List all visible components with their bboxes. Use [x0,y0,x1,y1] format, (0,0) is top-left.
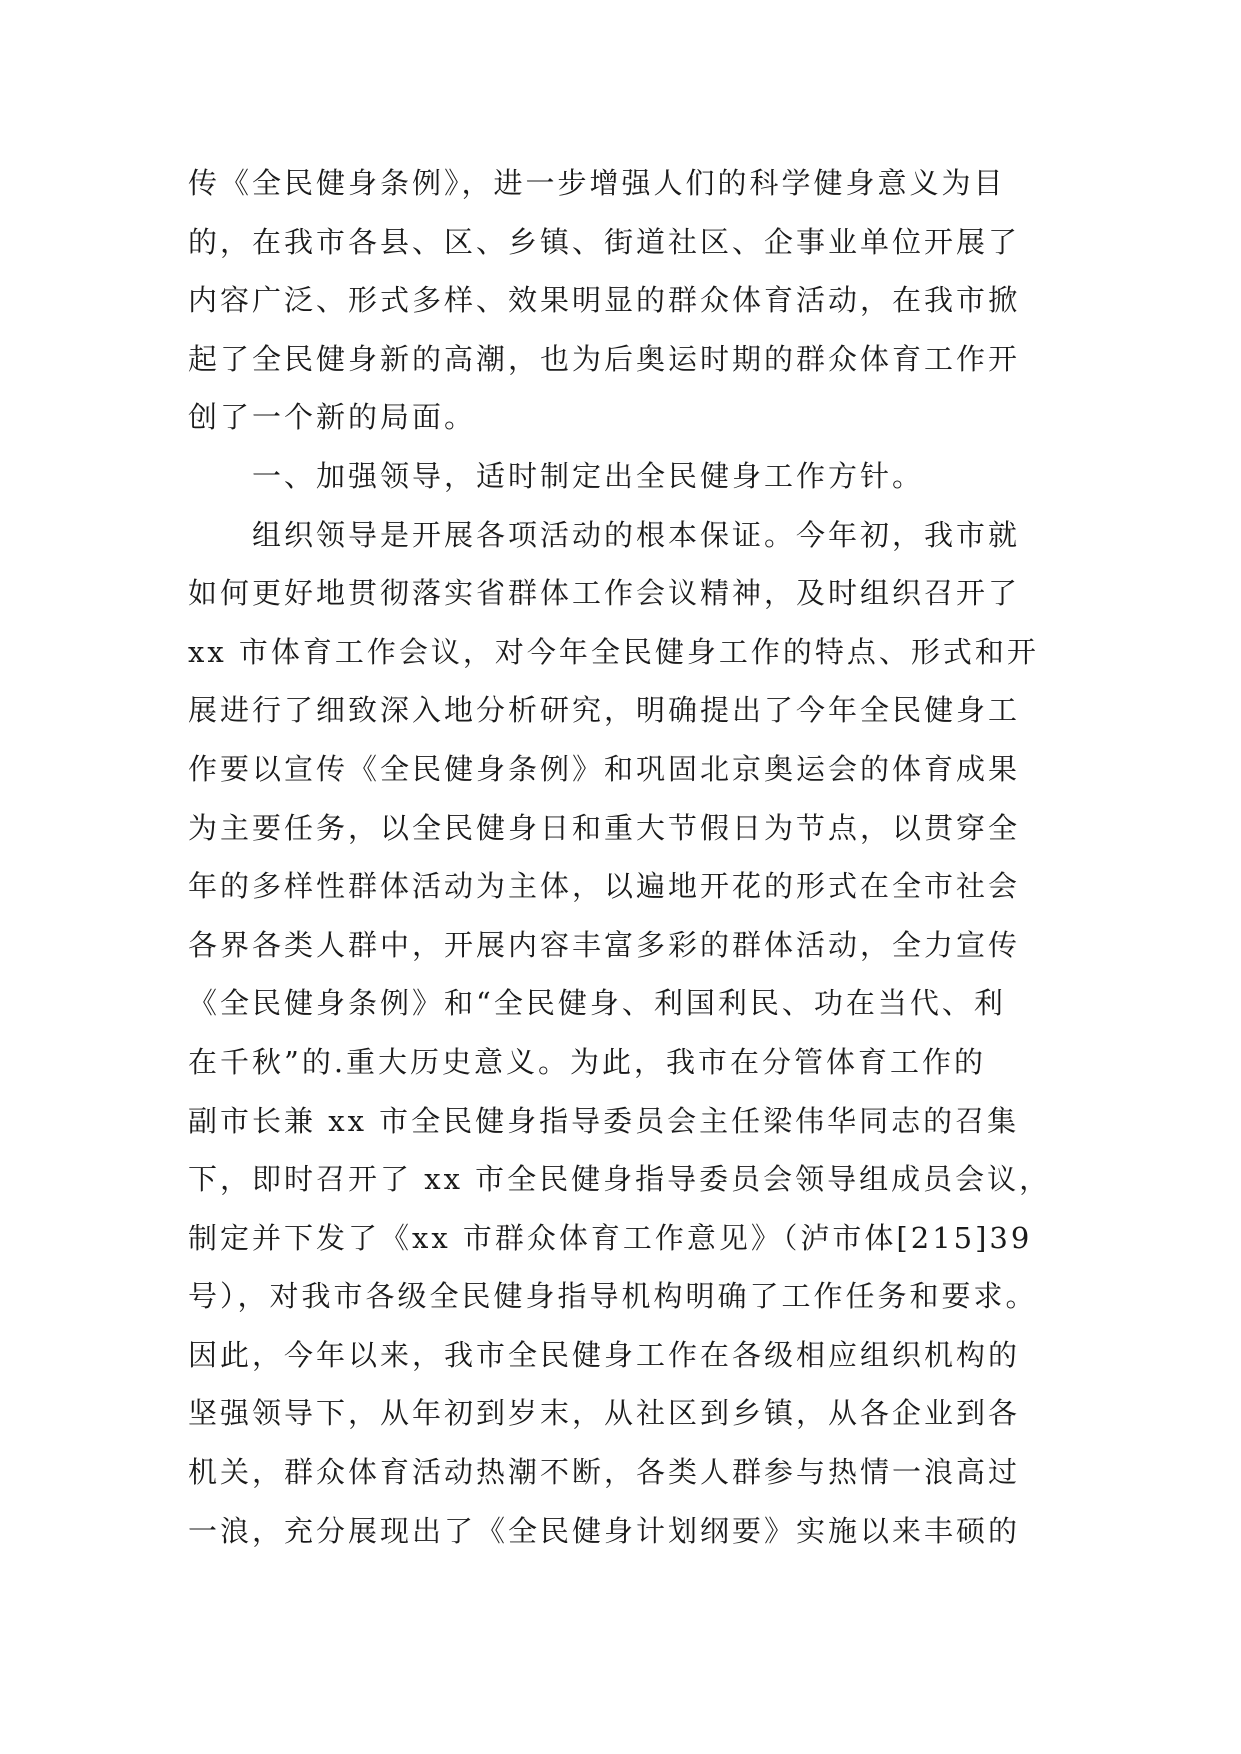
text-line: 一浪，充分展现出了《全民健身计划纲要》实施以来丰硕的 [188,1513,1021,1548]
text-line: 机关，群众体育活动热潮不断，各类人群参与热情一浪高过 [188,1455,1021,1490]
text-line: 展进行了细致深入地分析研究，明确提出了今年全民健身工 [188,693,1021,728]
text-line: 内容广泛、形式多样、效果明显的群众体育活动，在我市掀 [188,283,1021,318]
text-line: 制定并下发了《xx 市群众体育工作意见》（泸市体[215]39 [188,1220,1033,1255]
text-line: 因此，今年以来，我市全民健身工作在各级相应组织机构的 [188,1337,1021,1372]
text-line: 一、加强领导，适时制定出全民健身工作方针。 [252,458,925,493]
text-line: 组织领导是开展各项活动的根本保证。今年初，我市就 [252,517,1021,552]
text-line: 传《全民健身条例》，进一步增强人们的科学健身意义为目 [188,166,1006,200]
text-line: 起了全民健身新的高潮，也为后奥运时期的群众体育工作开 [188,341,1021,376]
body-text [188,154,1068,1560]
text-line: 副市长兼 xx 市全民健身指导委员会主任梁伟华同志的召集 [188,1103,1020,1138]
text-line: 如何更好地贯彻落实省群体工作会议精神，及时组织召开了 [188,576,1021,611]
text-line: 下，即时召开了 xx 市全民健身指导委员会领导组成员会议， [188,1162,1052,1197]
text-line: 《全民健身条例》和“全民健身、利国利民、功在当代、利 [188,986,1006,1021]
text-line: 为主要任务，以全民健身日和重大节假日为节点，以贯穿全 [188,810,1021,845]
text-line: 各界各类人群中，开展内容丰富多彩的群体活动，全力宣传 [188,927,1021,962]
text-line: 的，在我市各县、区、乡镇、街道社区、企事业单位开展了 [188,224,1021,259]
text-line: 作要以宣传《全民健身条例》和巩固北京奥运会的体育成果 [188,751,1021,786]
text-line: xx 市体育工作会议，对今年全民健身工作的特点、形式和开 [188,634,1039,669]
text-line: 年的多样性群体活动为主体，以遍地开花的形式在全市社会 [188,869,1021,904]
text-line: 坚强领导下，从年初到岁末，从社区到乡镇，从各企业到各 [188,1396,1021,1431]
text-line: 号），对我市各级全民健身指导机构明确了工作任务和要求。 [188,1279,1038,1314]
text-line: 在千秋”的.重大历史意义。为此，我市在分管体育工作的 [188,1044,987,1079]
text-line: 创了一个新的局面。 [188,400,477,435]
